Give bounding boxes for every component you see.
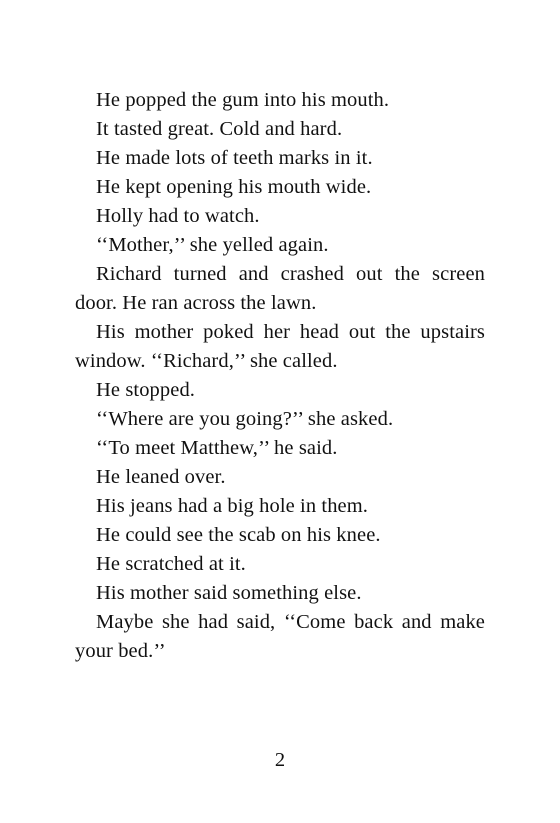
paragraph: He kept opening his mouth wide. xyxy=(96,176,372,198)
paragraph: He scratched at it. xyxy=(96,553,246,575)
paragraph: Richard turned and crashed out the screen door. He ran across the lawn. xyxy=(75,263,485,314)
paragraph: He leaned over. xyxy=(96,466,226,488)
paragraph: Holly had to watch. xyxy=(96,205,260,227)
paragraph: He popped the gum into his mouth. xyxy=(96,89,390,111)
paragraph: His mother said something else. xyxy=(96,582,362,604)
paragraph: He could see the scab on his knee. xyxy=(96,524,381,546)
paragraph: His jeans had a big hole in them. xyxy=(96,495,369,517)
body-text xyxy=(75,86,485,666)
paragraph: ‘‘Where are you going?’’ she asked. xyxy=(96,408,394,430)
paragraph: It tasted great. Cold and hard. xyxy=(96,118,343,140)
paragraph: His mother poked her head out the upstairs window. ‘‘Richard,’’ she called. xyxy=(75,321,485,372)
paragraph: He stopped. xyxy=(96,379,196,401)
paragraph: He made lots of teeth marks in it. xyxy=(96,147,373,169)
paragraph: Maybe she had said, ‘‘Come back and make your bed.’’ xyxy=(75,611,485,662)
page-number: 2 xyxy=(274,749,286,771)
paragraph: ‘‘Mother,’’ she yelled again. xyxy=(96,234,329,256)
paragraph: ‘‘To meet Matthew,’’ he said. xyxy=(96,437,338,459)
